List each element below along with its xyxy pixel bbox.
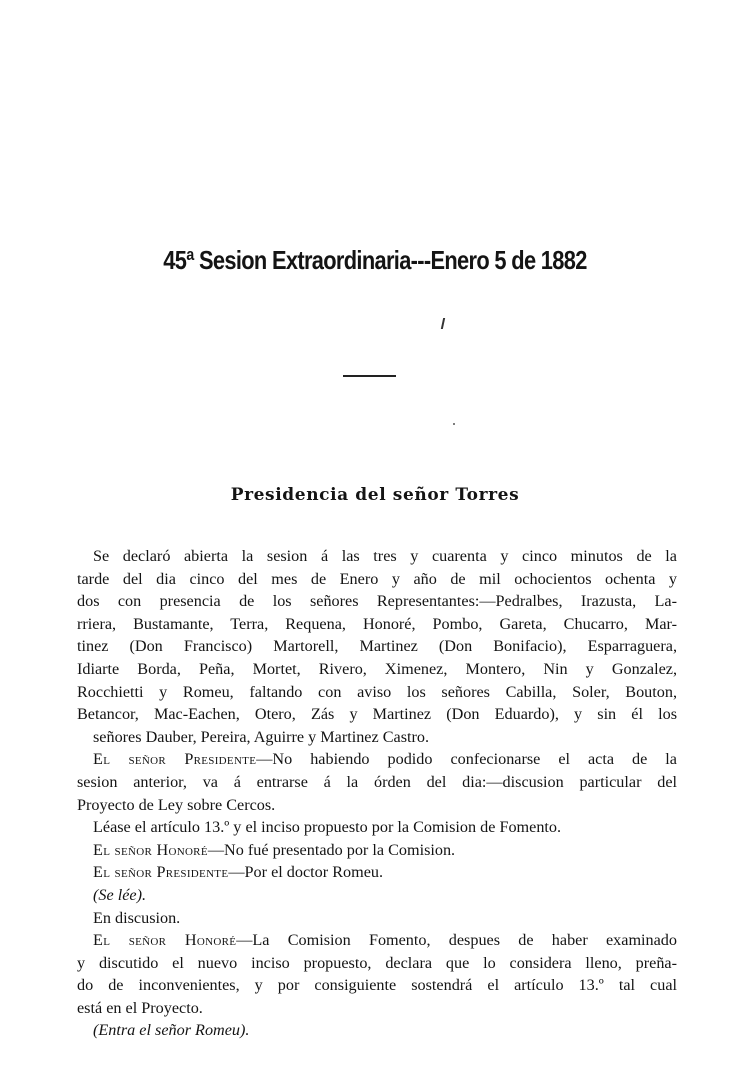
- speech-line: [77, 748, 677, 771]
- speech-line: sesion anterior, va á entrarse á la órden del dia:—discusion particular del: [77, 772, 677, 791]
- speaker-name: El señor Honoré: [93, 931, 237, 950]
- paragraph-line: señores Dauber, Pereira, Aguirre y Martinez Castro.: [93, 727, 430, 746]
- presidency-heading: Presidencia del señor Torres: [230, 485, 520, 505]
- minutes-body: [77, 545, 677, 1042]
- speech-line: Proyecto de Ley sobre Cercos.: [77, 795, 276, 814]
- separator-rule: [343, 375, 396, 377]
- speech-line: [77, 929, 677, 952]
- speech-text: —No fué presentado por la Comision.: [207, 840, 456, 859]
- speech-line: está en el Proyecto.: [77, 998, 203, 1017]
- speaker-name: El señor Presidente: [93, 863, 229, 882]
- paragraph-line: Betancor, Mac-Eachen, Otero, Zás y Martinez (Don Eduardo), y sin él los: [77, 705, 677, 724]
- speech-line: [77, 861, 677, 884]
- speech-line: [77, 839, 677, 862]
- speech-line: Léase el artículo 13.º y el inciso propuesto por la Comision de Fomento.: [93, 818, 562, 837]
- paragraph-line: Se declaró abierta la sesion á las tres y cuarenta y cinco minutos de la: [93, 547, 677, 565]
- paragraph-line: tinez (Don Francisco) Martorell, Martinez (Don Bonifacio), Esparraguera,: [77, 637, 677, 656]
- speech-line: do de inconvenientes, y por consiguiente sostendrá el artículo 13.º tal cual: [77, 976, 677, 995]
- speech-line: y discutido el nuevo inciso propuesto, declara que lo considera lleno, preña-: [77, 953, 677, 972]
- paragraph-line: rriera, Bustamante, Terra, Requena, Honoré, Pombo, Gareta, Chucarro, Mar-: [77, 614, 677, 633]
- speech-text: —La Comision Fomento, despues de haber examinado: [236, 931, 677, 950]
- speech-text: —No habiendo podido confecionarse el acta de la: [256, 750, 677, 769]
- stage-direction: (Entra el señor Romeu).: [93, 1021, 250, 1040]
- speech-text: —Por el doctor Romeu.: [228, 863, 384, 882]
- stray-dot: [453, 423, 455, 425]
- paragraph-line: Rocchietti y Romeu, faltando con aviso los señores Cabilla, Soler, Bouton,: [77, 682, 677, 701]
- paragraph-line: dos con presencia de los señores Representantes:—Pedralbes, Irazusta, La-: [77, 592, 677, 611]
- session-title: 45ª Sesion Extraordinaria---Enero 5 de 1882: [163, 245, 587, 275]
- speech-line: En discusion.: [93, 908, 181, 927]
- speaker-name: El señor Honoré: [93, 840, 208, 859]
- speaker-name: El señor Presidente: [93, 750, 257, 769]
- paragraph-line: Idiarte Borda, Peña, Mortet, Rivero, Ximenez, Montero, Nin y Gonzalez,: [77, 659, 677, 678]
- stray-mark: [441, 318, 445, 329]
- paragraph-line: tarde del dia cinco del mes de Enero y año de mil ochocientos ochenta y: [77, 569, 677, 588]
- stage-direction: (Se lée).: [93, 885, 147, 904]
